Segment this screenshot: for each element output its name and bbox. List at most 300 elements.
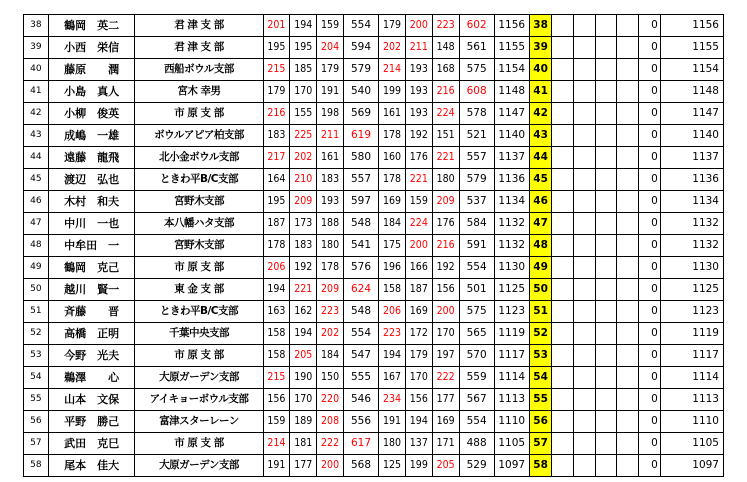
club-cell: 宮野木支部: [135, 191, 263, 213]
final-score-cell: 1155: [660, 37, 723, 59]
blank-cell: [595, 37, 617, 59]
game-score-cell: 159: [405, 191, 432, 213]
game-score-cell: 209: [290, 191, 317, 213]
final-score-cell: 1154: [660, 59, 723, 81]
total-cell: 1140: [494, 125, 529, 147]
row-number-cell: 49: [24, 257, 49, 279]
blank-cell: [617, 367, 639, 389]
row-number-cell: 39: [24, 37, 49, 59]
subtotal-cell: 569: [343, 103, 378, 125]
game-score-cell: 156: [263, 389, 290, 411]
subtotal-cell: 575: [459, 301, 494, 323]
club-cell: ボウルアピア柏支部: [135, 125, 263, 147]
total-cell: 1134: [494, 191, 529, 213]
final-score-cell: 1123: [660, 301, 723, 323]
game-score-cell: 164: [263, 169, 290, 191]
game-score-cell: 178: [379, 169, 406, 191]
subtotal-cell: 554: [343, 15, 378, 37]
blank-cell: [552, 37, 574, 59]
handicap-cell: 0: [639, 279, 661, 301]
final-score-cell: 1136: [660, 169, 723, 191]
blank-cell: [552, 345, 574, 367]
rank-cell: 42: [529, 103, 552, 125]
row-number-cell: 51: [24, 301, 49, 323]
subtotal-cell: 556: [343, 411, 378, 433]
game-score-cell: 192: [290, 257, 317, 279]
final-score-cell: 1117: [660, 345, 723, 367]
subtotal-cell: 537: [459, 191, 494, 213]
row-number-cell: 53: [24, 345, 49, 367]
game-score-cell: 202: [290, 147, 317, 169]
handicap-cell: 0: [639, 433, 661, 455]
game-score-cell: 159: [263, 411, 290, 433]
game-score-cell: 205: [290, 345, 317, 367]
blank-cell: [617, 345, 639, 367]
game-score-cell: 199: [405, 455, 432, 477]
game-score-cell: 223: [432, 15, 459, 37]
player-name-cell: 鵜澤 心: [48, 367, 135, 389]
game-score-cell: 170: [405, 367, 432, 389]
total-cell: 1132: [494, 235, 529, 257]
handicap-cell: 0: [639, 411, 661, 433]
blank-cell: [574, 301, 596, 323]
game-score-cell: 177: [290, 455, 317, 477]
blank-cell: [552, 257, 574, 279]
blank-cell: [617, 59, 639, 81]
table-row: [24, 37, 724, 59]
game-score-cell: 221: [432, 147, 459, 169]
row-number-cell: 48: [24, 235, 49, 257]
game-score-cell: 156: [432, 279, 459, 301]
game-score-cell: 151: [432, 125, 459, 147]
blank-cell: [552, 455, 574, 477]
club-cell: アイキョーボウル支部: [135, 389, 263, 411]
subtotal-cell: 540: [343, 81, 378, 103]
subtotal-cell: 568: [343, 455, 378, 477]
row-number-cell: 54: [24, 367, 49, 389]
total-cell: 1132: [494, 213, 529, 235]
blank-cell: [617, 433, 639, 455]
game-score-cell: 199: [379, 81, 406, 103]
game-score-cell: 214: [263, 433, 290, 455]
subtotal-cell: 559: [459, 367, 494, 389]
game-score-cell: 183: [263, 125, 290, 147]
table-row: [24, 411, 724, 433]
blank-cell: [552, 367, 574, 389]
blank-cell: [574, 191, 596, 213]
blank-cell: [552, 81, 574, 103]
player-name-cell: 小島 真人: [48, 81, 135, 103]
game-score-cell: 183: [317, 169, 344, 191]
blank-cell: [574, 389, 596, 411]
blank-cell: [552, 125, 574, 147]
player-name-cell: 小西 栄信: [48, 37, 135, 59]
player-name-cell: 平野 勝己: [48, 411, 135, 433]
blank-cell: [552, 103, 574, 125]
player-name-cell: 今野 光夫: [48, 345, 135, 367]
total-cell: 1117: [494, 345, 529, 367]
club-cell: 北小金ボウル支部: [135, 147, 263, 169]
game-score-cell: 176: [405, 147, 432, 169]
game-score-cell: 170: [432, 323, 459, 345]
subtotal-cell: 548: [343, 213, 378, 235]
game-score-cell: 211: [405, 37, 432, 59]
final-score-cell: 1097: [660, 455, 723, 477]
player-name-cell: 越川 賢一: [48, 279, 135, 301]
table-row: [24, 81, 724, 103]
score-table-body: [24, 15, 724, 477]
game-score-cell: 168: [432, 59, 459, 81]
handicap-cell: 0: [639, 367, 661, 389]
total-cell: 1110: [494, 411, 529, 433]
game-score-cell: 193: [405, 81, 432, 103]
subtotal-cell: 548: [343, 301, 378, 323]
subtotal-cell: 488: [459, 433, 494, 455]
rank-cell: 44: [529, 147, 552, 169]
club-cell: 大原ガーデン支部: [135, 455, 263, 477]
club-cell: ときわ平B/C支部: [135, 169, 263, 191]
blank-cell: [552, 235, 574, 257]
game-score-cell: 200: [317, 455, 344, 477]
blank-cell: [595, 411, 617, 433]
blank-cell: [574, 15, 596, 37]
player-name-cell: 尾本 佳大: [48, 455, 135, 477]
subtotal-cell: 555: [343, 367, 378, 389]
row-number-cell: 41: [24, 81, 49, 103]
handicap-cell: 0: [639, 37, 661, 59]
blank-cell: [595, 235, 617, 257]
game-score-cell: 196: [379, 257, 406, 279]
rank-cell: 54: [529, 367, 552, 389]
game-score-cell: 187: [263, 213, 290, 235]
table-row: [24, 455, 724, 477]
total-cell: 1097: [494, 455, 529, 477]
row-number-cell: 56: [24, 411, 49, 433]
subtotal-cell: 567: [459, 389, 494, 411]
final-score-cell: 1114: [660, 367, 723, 389]
game-score-cell: 155: [290, 103, 317, 125]
game-score-cell: 169: [379, 191, 406, 213]
game-score-cell: 166: [405, 257, 432, 279]
blank-cell: [595, 59, 617, 81]
subtotal-cell: 578: [459, 103, 494, 125]
player-name-cell: 藤原 潤: [48, 59, 135, 81]
club-cell: 市 原 支 部: [135, 345, 263, 367]
blank-cell: [574, 147, 596, 169]
table-row: [24, 103, 724, 125]
blank-cell: [617, 169, 639, 191]
blank-cell: [574, 213, 596, 235]
rank-cell: 40: [529, 59, 552, 81]
game-score-cell: 195: [263, 37, 290, 59]
handicap-cell: 0: [639, 235, 661, 257]
subtotal-cell: 570: [459, 345, 494, 367]
club-cell: ときわ平B/C支部: [135, 301, 263, 323]
table-row: [24, 169, 724, 191]
blank-cell: [595, 279, 617, 301]
rank-cell: 39: [529, 37, 552, 59]
player-name-cell: 山本 文保: [48, 389, 135, 411]
handicap-cell: 0: [639, 213, 661, 235]
game-score-cell: 163: [263, 301, 290, 323]
handicap-cell: 0: [639, 169, 661, 191]
final-score-cell: 1132: [660, 213, 723, 235]
rank-cell: 58: [529, 455, 552, 477]
blank-cell: [552, 389, 574, 411]
game-score-cell: 177: [432, 389, 459, 411]
game-score-cell: 192: [432, 257, 459, 279]
game-score-cell: 215: [263, 367, 290, 389]
handicap-cell: 0: [639, 323, 661, 345]
club-cell: 西船ボウル支部: [135, 59, 263, 81]
game-score-cell: 200: [405, 15, 432, 37]
club-cell: 千葉中央支部: [135, 323, 263, 345]
blank-cell: [595, 455, 617, 477]
game-score-cell: 170: [290, 81, 317, 103]
blank-cell: [617, 455, 639, 477]
table-row: [24, 147, 724, 169]
table-row: [24, 125, 724, 147]
table-row: [24, 367, 724, 389]
game-score-cell: 209: [432, 191, 459, 213]
game-score-cell: 173: [290, 213, 317, 235]
game-score-cell: 222: [317, 433, 344, 455]
game-score-cell: 223: [317, 301, 344, 323]
game-score-cell: 158: [263, 323, 290, 345]
game-score-cell: 158: [263, 345, 290, 367]
blank-cell: [617, 389, 639, 411]
total-cell: 1113: [494, 389, 529, 411]
player-name-cell: 小柳 俊英: [48, 103, 135, 125]
game-score-cell: 180: [379, 433, 406, 455]
game-score-cell: 193: [405, 103, 432, 125]
table-row: [24, 59, 724, 81]
blank-cell: [574, 81, 596, 103]
game-score-cell: 179: [263, 81, 290, 103]
rank-cell: 49: [529, 257, 552, 279]
game-score-cell: 195: [290, 37, 317, 59]
handicap-cell: 0: [639, 301, 661, 323]
game-score-cell: 194: [263, 279, 290, 301]
table-row: [24, 323, 724, 345]
subtotal-cell: 521: [459, 125, 494, 147]
blank-cell: [617, 81, 639, 103]
blank-cell: [595, 389, 617, 411]
player-name-cell: 武田 克巳: [48, 433, 135, 455]
game-score-cell: 181: [290, 433, 317, 455]
game-score-cell: 150: [317, 367, 344, 389]
final-score-cell: 1105: [660, 433, 723, 455]
blank-cell: [595, 213, 617, 235]
handicap-cell: 0: [639, 59, 661, 81]
blank-cell: [595, 301, 617, 323]
blank-cell: [595, 323, 617, 345]
game-score-cell: 194: [290, 323, 317, 345]
handicap-cell: 0: [639, 389, 661, 411]
game-score-cell: 202: [379, 37, 406, 59]
blank-cell: [617, 15, 639, 37]
subtotal-cell: 561: [459, 37, 494, 59]
subtotal-cell: 580: [343, 147, 378, 169]
row-number-cell: 58: [24, 455, 49, 477]
row-number-cell: 57: [24, 433, 49, 455]
final-score-cell: 1125: [660, 279, 723, 301]
game-score-cell: 208: [317, 411, 344, 433]
subtotal-cell: 602: [459, 15, 494, 37]
final-score-cell: 1148: [660, 81, 723, 103]
blank-cell: [574, 345, 596, 367]
table-row: [24, 213, 724, 235]
subtotal-cell: 575: [459, 59, 494, 81]
blank-cell: [595, 147, 617, 169]
blank-cell: [617, 37, 639, 59]
player-name-cell: 中牟田 一: [48, 235, 135, 257]
club-cell: 東 金 支 部: [135, 279, 263, 301]
total-cell: 1156: [494, 15, 529, 37]
blank-cell: [552, 169, 574, 191]
game-score-cell: 194: [379, 345, 406, 367]
blank-cell: [595, 81, 617, 103]
final-score-cell: 1132: [660, 235, 723, 257]
game-score-cell: 187: [405, 279, 432, 301]
game-score-cell: 179: [379, 15, 406, 37]
subtotal-cell: 565: [459, 323, 494, 345]
game-score-cell: 184: [317, 345, 344, 367]
blank-cell: [574, 455, 596, 477]
game-score-cell: 159: [317, 15, 344, 37]
game-score-cell: 216: [432, 235, 459, 257]
table-row: [24, 433, 724, 455]
blank-cell: [574, 235, 596, 257]
blank-cell: [617, 125, 639, 147]
game-score-cell: 158: [379, 279, 406, 301]
subtotal-cell: 591: [459, 235, 494, 257]
game-score-cell: 201: [263, 15, 290, 37]
game-score-cell: 214: [379, 59, 406, 81]
player-name-cell: 木村 和夫: [48, 191, 135, 213]
player-name-cell: 高橋 正明: [48, 323, 135, 345]
subtotal-cell: 594: [343, 37, 378, 59]
player-name-cell: 中川 一也: [48, 213, 135, 235]
subtotal-cell: 576: [343, 257, 378, 279]
club-cell: 本八幡ハタ支部: [135, 213, 263, 235]
blank-cell: [617, 323, 639, 345]
game-score-cell: 215: [263, 59, 290, 81]
subtotal-cell: 554: [343, 323, 378, 345]
final-score-cell: 1119: [660, 323, 723, 345]
handicap-cell: 0: [639, 191, 661, 213]
handicap-cell: 0: [639, 345, 661, 367]
game-score-cell: 216: [263, 103, 290, 125]
game-score-cell: 194: [290, 15, 317, 37]
subtotal-cell: 529: [459, 455, 494, 477]
total-cell: 1136: [494, 169, 529, 191]
game-score-cell: 206: [379, 301, 406, 323]
rank-cell: 57: [529, 433, 552, 455]
club-cell: 君 津 支 部: [135, 15, 263, 37]
game-score-cell: 216: [432, 81, 459, 103]
rank-cell: 43: [529, 125, 552, 147]
blank-cell: [617, 235, 639, 257]
rank-cell: 41: [529, 81, 552, 103]
row-number-cell: 43: [24, 125, 49, 147]
subtotal-cell: 541: [343, 235, 378, 257]
total-cell: 1154: [494, 59, 529, 81]
blank-cell: [574, 257, 596, 279]
blank-cell: [617, 213, 639, 235]
subtotal-cell: 554: [459, 411, 494, 433]
subtotal-cell: 584: [459, 213, 494, 235]
game-score-cell: 170: [290, 389, 317, 411]
blank-cell: [552, 213, 574, 235]
game-score-cell: 193: [405, 59, 432, 81]
blank-cell: [595, 345, 617, 367]
club-cell: 宮野木支部: [135, 235, 263, 257]
game-score-cell: 160: [379, 147, 406, 169]
game-score-cell: 211: [317, 125, 344, 147]
player-name-cell: 鶴岡 克己: [48, 257, 135, 279]
game-score-cell: 178: [263, 235, 290, 257]
club-cell: 市 原 支 部: [135, 257, 263, 279]
total-cell: 1125: [494, 279, 529, 301]
total-cell: 1148: [494, 81, 529, 103]
blank-cell: [552, 411, 574, 433]
game-score-cell: 220: [317, 389, 344, 411]
total-cell: 1147: [494, 103, 529, 125]
subtotal-cell: 624: [343, 279, 378, 301]
game-score-cell: 224: [405, 213, 432, 235]
game-score-cell: 204: [317, 37, 344, 59]
blank-cell: [552, 59, 574, 81]
row-number-cell: 42: [24, 103, 49, 125]
game-score-cell: 176: [432, 213, 459, 235]
blank-cell: [574, 169, 596, 191]
handicap-cell: 0: [639, 15, 661, 37]
game-score-cell: 156: [405, 389, 432, 411]
rank-cell: 56: [529, 411, 552, 433]
rank-cell: 51: [529, 301, 552, 323]
subtotal-cell: 597: [343, 191, 378, 213]
game-score-cell: 175: [379, 235, 406, 257]
rank-cell: 47: [529, 213, 552, 235]
blank-cell: [574, 59, 596, 81]
row-number-cell: 50: [24, 279, 49, 301]
handicap-cell: 0: [639, 455, 661, 477]
total-cell: 1123: [494, 301, 529, 323]
table-row: [24, 257, 724, 279]
blank-cell: [595, 257, 617, 279]
game-score-cell: 180: [317, 235, 344, 257]
total-cell: 1114: [494, 367, 529, 389]
blank-cell: [617, 411, 639, 433]
handicap-cell: 0: [639, 81, 661, 103]
blank-cell: [574, 279, 596, 301]
final-score-cell: 1137: [660, 147, 723, 169]
game-score-cell: 171: [432, 433, 459, 455]
game-score-cell: 162: [290, 301, 317, 323]
blank-cell: [574, 367, 596, 389]
game-score-cell: 148: [432, 37, 459, 59]
blank-cell: [552, 15, 574, 37]
blank-cell: [552, 279, 574, 301]
club-cell: 君 津 支 部: [135, 37, 263, 59]
game-score-cell: 192: [405, 125, 432, 147]
club-cell: 大原ガーデン支部: [135, 367, 263, 389]
player-name-cell: 成嶋 一雄: [48, 125, 135, 147]
game-score-cell: 209: [317, 279, 344, 301]
final-score-cell: 1134: [660, 191, 723, 213]
game-score-cell: 191: [263, 455, 290, 477]
